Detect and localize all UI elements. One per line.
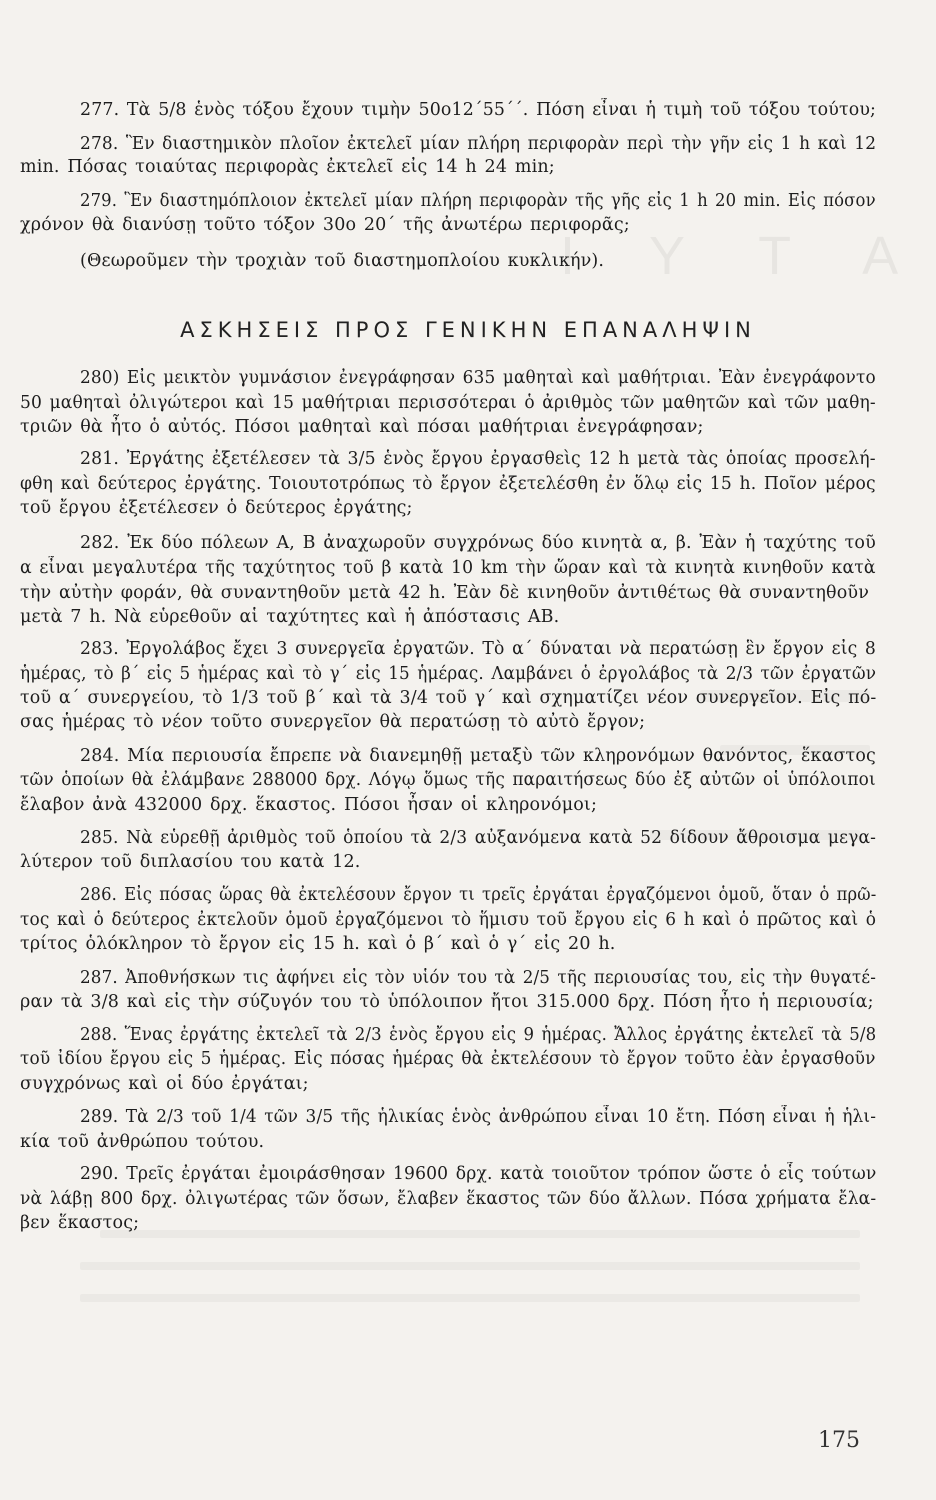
exercise-line: 278. Ἓν διαστημικὸν πλοῖον ἐκτελεῖ μίαν πλήρη περιφορὰν περὶ τὴν γῆν εἰς 1 h καὶ 12 [80,134,877,154]
exercise-line: τρίτος ὁλόκληρον τὸ ἔργον εἰς 15 h. καὶ ὁ β΄ καὶ ὁ γ΄ εἰς 20 h. [20,934,616,954]
bleed-through-shadow: Ι Υ Τ Α [560,226,929,286]
page-number: 175 [818,1428,860,1453]
exercise-line: μετὰ 7 h. Νὰ εὑρεθοῦν αἱ ταχύτητες καὶ ἡ ἀπόστασις ΑΒ. [20,607,560,627]
exercise-line: νὰ λάβῃ 800 δρχ. ὀλιγωτέρας τῶν ὅσων, ἔλαβεν ἕκαστος τῶν δύο ἄλλων. Πόσα χρήματα ἔλα- [20,1189,877,1209]
exercise-line: 286. Εἰς πόσας ὥρας θὰ ἐκτελέσουν ἔργον τι τρεῖς ἐργάται ἐργαζόμενοι ὁμοῦ, ὅταν ὁ πρῶ- [80,885,877,905]
exercise-line: ραν τὰ 3/8 καὶ εἰς τὴν σύζυγόν του τὸ ὑπόλοιπον ἤτοι 315.000 δρχ. Πόση ἦτο ἡ περιουσία; [20,992,874,1012]
exercise-line: τῶν ὁποίων θὰ ἐλάμβανε 288000 δρχ. Λόγῳ ὅμως τῆς παραιτήσεως δύο ἐξ αὐτῶν οἱ ὑπόλοιποι [20,770,876,790]
exercise-line: τος καὶ ὁ δεύτερος ἐκτελοῦν ὁμοῦ ἐργαζόμενοι τὸ ἥμισυ τοῦ ἔργου εἰς 6 h καὶ ὁ πρῶτος καὶ ὁ [20,910,877,930]
exercise-line: βεν ἕκαστος; [20,1213,140,1233]
exercise-line: 285. Νὰ εὑρεθῇ ἀριθμὸς τοῦ ὁποίου τὰ 2/3 αὐξανόμενα κατὰ 52 δίδουν ἄθροισμα μεγα- [80,828,877,848]
exercise-line: φθη καὶ δεύτερος ἐργάτης. Τοιουτοτρόπως τὸ ἔργον ἐξετελέσθη ἐν ὅλῳ εἰς 15 h. Ποῖον μέρος [20,474,876,494]
bleed-through-shadow [100,1230,860,1238]
exercise-line: 282. Ἐκ δύο πόλεων Α, Β ἀναχωροῦν συγχρόνως δύο κινητὰ α, β. Ἐὰν ἡ ταχύτης τοῦ [80,533,876,553]
exercise-line: 290. Τρεῖς ἐργάται ἐμοιράσθησαν 19600 δρχ. κατὰ τοιοῦτον τρόπον ὥστε ὁ εἷς τούτων [80,1164,877,1184]
exercise-line: 277. Τὰ 5/8 ἑνὸς τόξου ἔχουν τιμὴν 50ο12΄55΄΄. Πόση εἶναι ἡ τιμὴ τοῦ τόξου τούτου; [80,100,877,120]
exercise-line: τοῦ α΄ συνεργείου, τὸ 1/3 τοῦ β΄ καὶ τὰ 3/4 τοῦ γ΄ καὶ σχηματίζει νέον συνεργεῖον. Εἰς πό- [20,688,877,708]
exercise-line: 280) Εἰς μεικτὸν γυμνάσιον ἐνεγράφησαν 635 μαθηταὶ καὶ μαθήτριαι. Ἐὰν ἐνεγράφοντο [80,368,876,388]
bleed-through-shadow [80,1294,860,1302]
exercise-line: τοῦ ἔργου ἐξετέλεσεν ὁ δεύτερος ἐργάτης; [20,498,413,518]
section-heading: ΑΣΚΗΣΕΙΣ ΠΡΟΣ ΓΕΝΙΚΗΝ ΕΠΑΝΑΛΗΨΙΝ [180,318,756,342]
exercise-line: 283. Ἐργολάβος ἔχει 3 συνεργεῖα ἐργατῶν. Τὸ α΄ δύναται νὰ περατώσῃ ἓν ἔργον εἰς 8 [80,639,876,659]
exercise-line: 281. Ἐργάτης ἐξετέλεσεν τὰ 3/5 ἑνὸς ἔργου ἐργασθεὶς 12 h μετὰ τὰς ὁποίας προσελή- [80,449,876,469]
exercise-line: λύτερον τοῦ διπλασίου του κατὰ 12. [20,852,361,872]
exercise-line: τὴν αὐτὴν φοράν, θὰ συναντηθοῦν μετὰ 42 h. Ἐὰν δὲ κινηθοῦν ἀντιθέτως θὰ συναντηθοῦν [20,583,869,603]
exercise-line: κία τοῦ ἀνθρώπου τούτου. [20,1132,265,1152]
exercise-line: ἡμέρας, τὸ β΄ εἰς 5 ἡμέρας καὶ τὸ γ΄ εἰς 15 ἡμέρας. Λαμβάνει ὁ ἐργολάβος τὰ 2/3 τῶν ἐργατῶν [20,664,877,684]
exercise-line: τριῶν θὰ ἦτο ὁ αὐτός. Πόσοι μαθηταὶ καὶ πόσαι μαθήτριαι ἐνεγράφησαν; [20,417,704,437]
exercise-line: σας ἡμέρας τὸ νέον τοῦτο συνεργεῖον θὰ περατώσῃ τὸ αὐτὸ ἔργον; [20,712,646,732]
exercise-line: 287. Ἀποθνήσκων τις ἀφήνει εἰς τὸν υἱόν του τὰ 2/5 τῆς περιουσίας του, εἰς τὴν θυγατέ- [80,968,877,988]
exercise-line: συγχρόνως καὶ οἱ δύο ἐργάται; [20,1074,309,1094]
exercise-line: 50 μαθηταὶ ὀλιγώτεροι καὶ 15 μαθήτριαι περισσότεραι ὁ ἀριθμὸς τῶν μαθητῶν καὶ τῶν μαθη- [20,393,876,413]
exercise-line: 284. Μία περιουσία ἔπρεπε νὰ διανεμηθῇ μεταξὺ τῶν κληρονόμων θανόντος, ἕκαστος [80,746,876,766]
exercise-line: 279. Ἓν διαστημόπλοιον ἐκτελεῖ μίαν πλήρη περιφορὰν τῆς γῆς εἰς 1 h 20 min. Εἰς πόσον [80,191,876,211]
exercise-line: min. Πόσας τοιαύτας περιφορὰς ἐκτελεῖ εἰς 14 h 24 min; [20,157,555,177]
exercise-line: ἔλαβον ἀνὰ 432000 δρχ. ἕκαστος. Πόσοι ἦσαν οἱ κληρονόμοι; [20,795,597,815]
exercise-line: (Θεωροῦμεν τὴν τροχιὰν τοῦ διαστημοπλοίου κυκλικήν). [80,251,605,271]
exercise-line: 288. Ἕνας ἐργάτης ἐκτελεῖ τὰ 2/3 ἑνὸς ἔργου εἰς 9 ἡμέρας. Ἄλλος ἐργάτης ἐκτελεῖ τὰ 5/8 [80,1025,877,1045]
bleed-through-shadow [80,1262,860,1270]
exercise-line: 289. Τὰ 2/3 τοῦ 1/4 τῶν 3/5 τῆς ἡλικίας ἑνὸς ἀνθρώπου εἶναι 10 ἔτη. Πόση εἶναι ἡ ἡλι- [80,1107,877,1127]
exercise-line: τοῦ ἰδίου ἔργου εἰς 5 ἡμέρας. Εἰς πόσας ἡμέρας θὰ ἐκτελέσουν τὸ ἔργον τοῦτο ἐὰν ἐργασθοῦν [20,1049,876,1069]
exercise-line: α εἶναι μεγαλυτέρα τῆς ταχύτητος τοῦ β κατὰ 10 km τὴν ὥραν καὶ τὰ κινητὰ κινηθοῦν κατὰ [20,558,876,578]
exercise-line: χρόνον θὰ διανύσῃ τοῦτο τόξον 30ο 20΄ τῆς ἀνωτέρω περιφορᾶς; [20,215,630,235]
